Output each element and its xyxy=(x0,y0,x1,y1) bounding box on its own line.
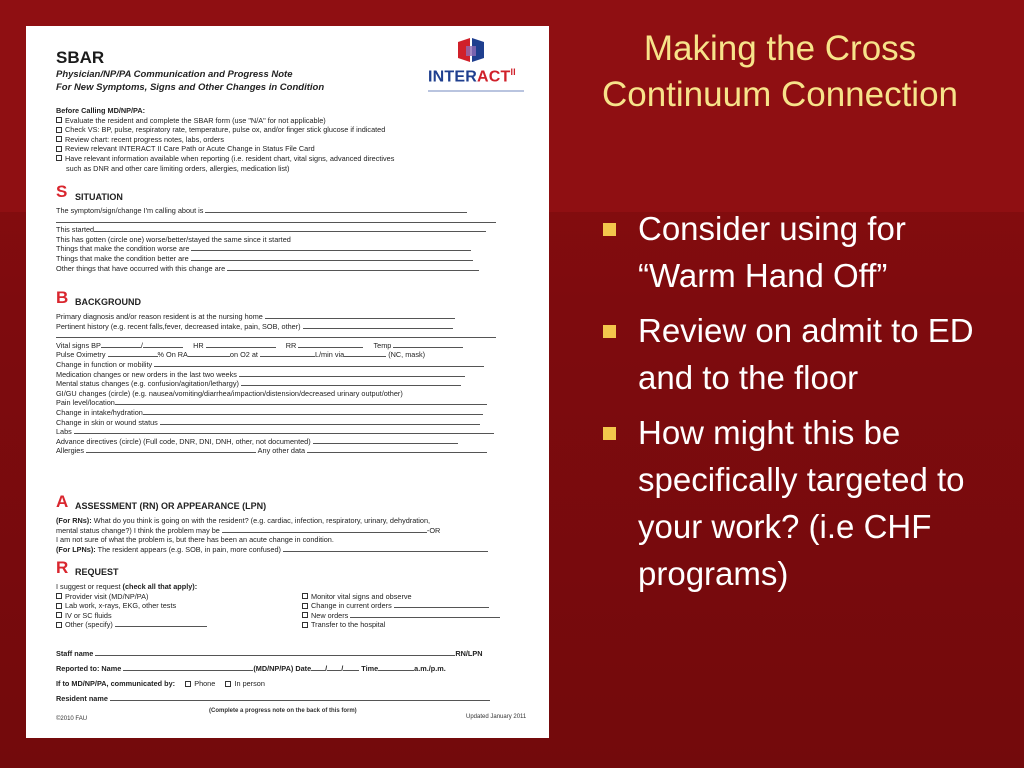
background-heading: BACKGROUND xyxy=(75,297,141,307)
checklist-item: Review chart: recent progress notes, labs, orders xyxy=(56,135,526,145)
situation-letter: S xyxy=(56,182,68,201)
checkbox xyxy=(56,612,62,618)
checkbox xyxy=(56,593,62,599)
checkbox xyxy=(56,155,62,161)
checkbox xyxy=(185,681,191,687)
checkbox xyxy=(302,622,308,628)
checkbox xyxy=(56,127,62,133)
interact-logo xyxy=(426,36,536,96)
checklist-item: Evaluate the resident and complete the SBAR form (use "N/A" for not applicable) xyxy=(56,116,526,126)
checklist-item: Review relevant INTERACT II Care Path or Acute Change in Status File Card xyxy=(56,144,526,154)
assessment-letter: A xyxy=(56,492,69,511)
bullet-square-icon xyxy=(603,325,616,338)
bullet-list xyxy=(600,205,995,605)
checkbox xyxy=(56,622,62,628)
checkbox xyxy=(56,146,62,152)
request-heading: REQUEST xyxy=(75,567,119,577)
checklist-item: Check VS: BP, pulse, respiratory rate, temperature, pulse ox, and/or finger stick glucose if indicated xyxy=(56,125,526,135)
form-subtitle: Physician/NP/PA Communication and Progress Note For New Symptoms, Signs and Other Changes in Condition xyxy=(56,69,325,93)
form-title: SBAR xyxy=(56,48,105,67)
slide-title: Making the Cross Continuum Connection xyxy=(601,29,959,114)
bullet-item: Consider using for “Warm Hand Off” xyxy=(600,205,995,299)
checkbox xyxy=(302,603,308,609)
before-calling-block xyxy=(56,106,526,173)
sbar-form-image xyxy=(26,26,549,738)
checkbox xyxy=(225,681,231,687)
checkbox xyxy=(56,136,62,142)
background-block: Primary diagnosis and/or reason resident is at the nursing home Pertinent history (e.g. recent falls,fever, decreased intake, pain, SOB, other) Vital signs BP / HR RR Temp Pulse Oximetry % On RA on O2 at L/min via (NC, mask) Change in function or mobility Medication changes or new orders in the last two weeks Mental status changes (e.g. confusion/agitation/lethargy) GI/GU changes (circle) (e.g. nausea/vomiting/diarrhea/impaction/distension/decreased urinary output/other) Pain level/location Change in intake/hydration Change in skin or wound status Labs Advance directives (circle) (Full code, DNR, DNI, DNH, other, not documented) Allergies Any other data xyxy=(56,312,526,456)
situation-heading: SITUATION xyxy=(75,192,123,202)
checkbox xyxy=(302,612,308,618)
copyright-text: ©2010 FAU xyxy=(56,716,88,722)
bullet-square-icon xyxy=(603,223,616,236)
complete-note-text: (Complete a progress note on the back of this form) xyxy=(209,708,357,714)
before-calling-heading: Before Calling MD/NP/PA: xyxy=(56,106,146,115)
logo-underline xyxy=(428,90,524,92)
request-letter: R xyxy=(56,558,69,577)
request-right-column: Monitor vital signs and observe Change in current orders New orders Transfer to the hospital xyxy=(302,592,500,630)
assessment-block: (For RNs): What do you think is going on with the resident? (e.g. cardiac, infection, respiratory, urinary, dehydration, mental status change?) I think the problem may be -OR I am not sure of what the problem is, but there has been an acute change in condition. (For LPNs): The resident appears (e.g. SOB, in pain, more confused) xyxy=(56,516,526,554)
checklist-continued: such as DNR and other care limiting orders, allergies, medication list) xyxy=(66,163,290,173)
checkbox xyxy=(56,117,62,123)
situation-block: The symptom/sign/change I'm calling about is This started This has gotten (circle one) worse/better/stayed the same since it started Things that make the condition worse are Things that make the condition better are Other things that have occurred with this change are xyxy=(56,206,526,273)
bullet-item: How might this be specifically targeted to your work? (i.e CHF programs) xyxy=(600,409,995,597)
request-block: I suggest or request (check all that apply): Provider visit (MD/NP/PA) Lab work, x-rays, EKG, other tests IV or SC fluids Other (specify) Monitor vital signs and observe Change in current orders New orders Transfer to the hospital xyxy=(56,582,526,644)
logo-text: $INTERACT^{II}$ xyxy=(428,67,516,86)
bullet-square-icon xyxy=(603,427,616,440)
checkbox xyxy=(56,603,62,609)
signature-block: Staff name RN/LPN Reported to: Name (MD/NP/PA) Date / / Time a.m./p.m. If to MD/NP/PA, communicated by: Phone In person Resident name xyxy=(56,646,526,706)
checklist-item: Have relevant information available when reporting (i.e. resident chart, vital signs, advanced directives xyxy=(56,154,526,164)
updated-text: Updated January 2011 xyxy=(466,714,527,720)
checkbox xyxy=(302,593,308,599)
background-letter: B xyxy=(56,288,69,307)
interact-logo-icon xyxy=(456,36,486,66)
assessment-heading: ASSESSMENT (RN) OR APPEARANCE (LPN) xyxy=(75,501,267,511)
bullet-item: Review on admit to ED and to the floor xyxy=(600,307,995,401)
